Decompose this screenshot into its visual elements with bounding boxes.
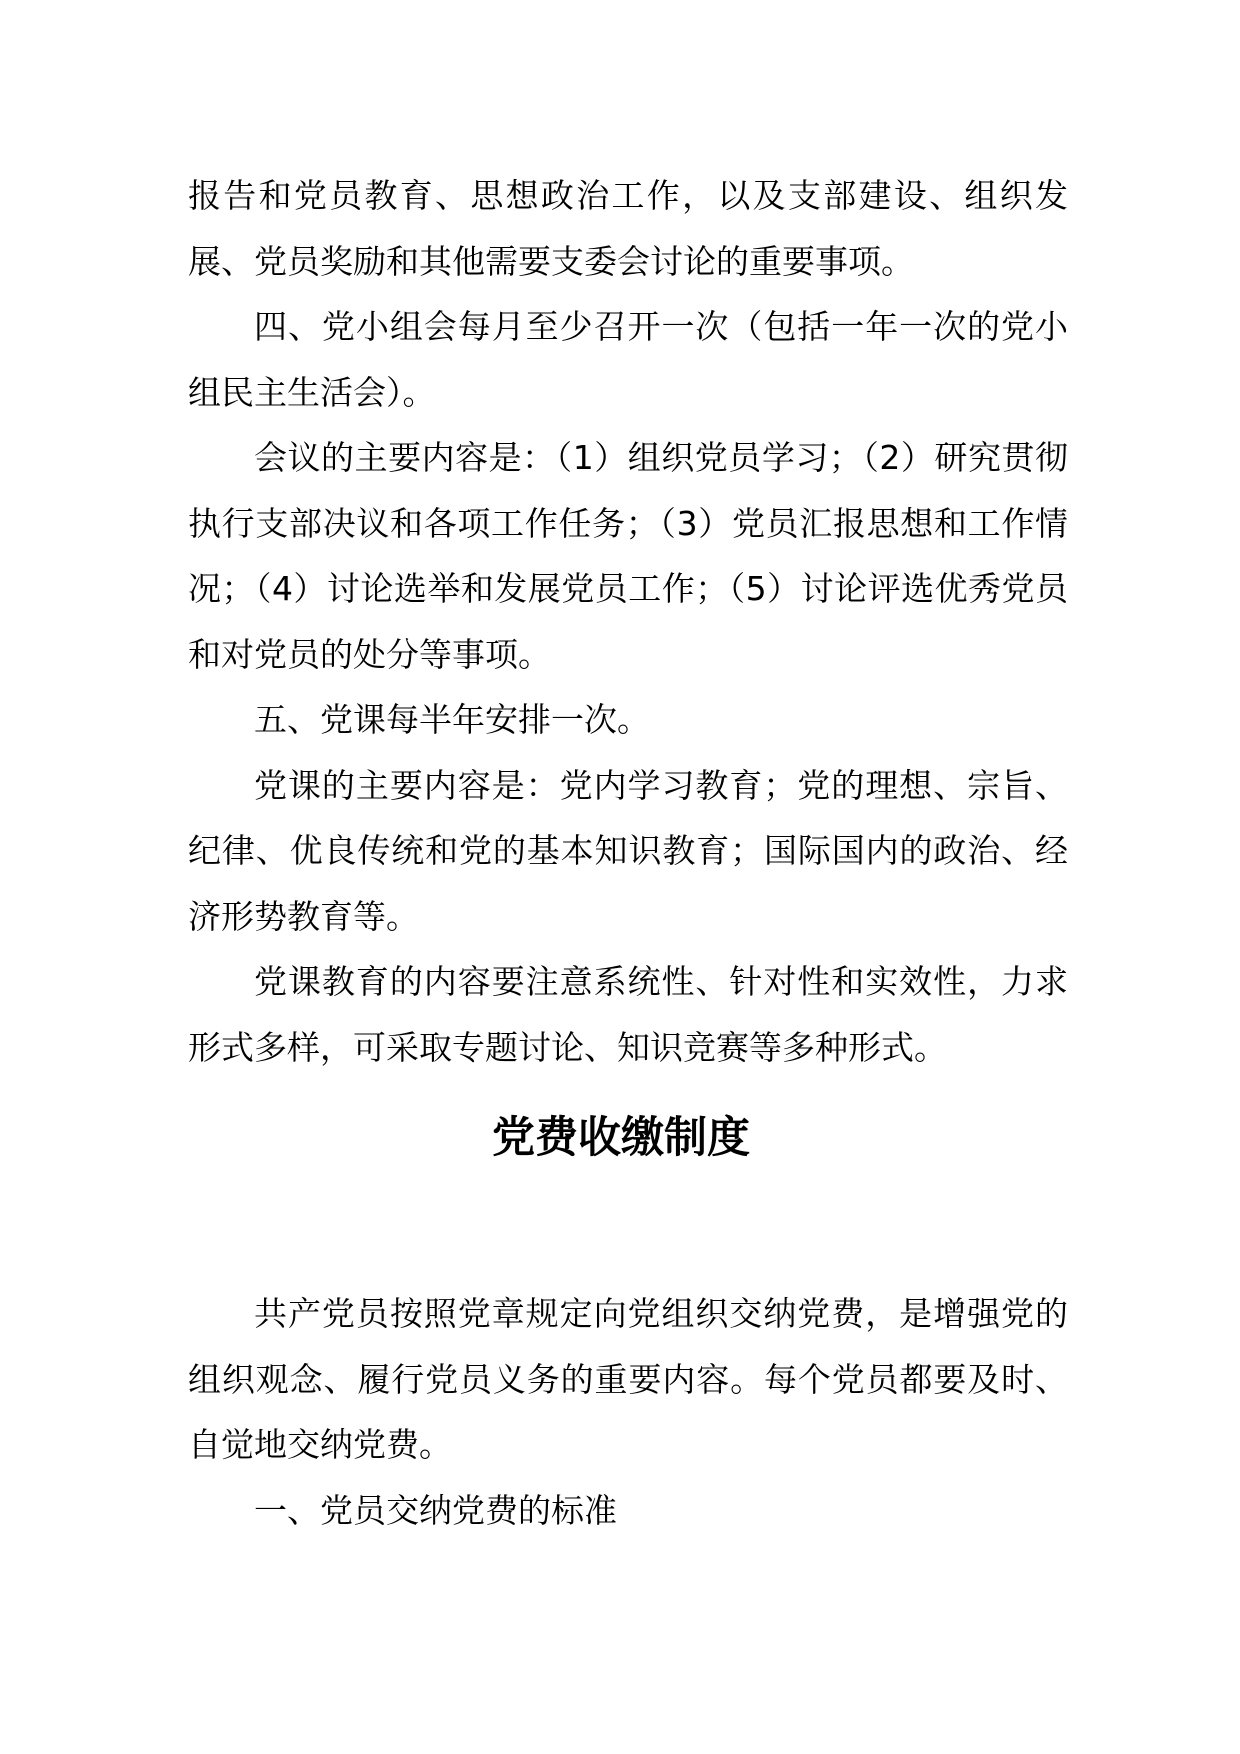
text-block-top — [188, 163, 1068, 1080]
paragraph-party-group-meeting: 四、党小组会每月至少召开一次（包括一年一次的党小组民主生活会）。 — [188, 307, 1068, 412]
text-block-bottom — [188, 1281, 1068, 1543]
paragraph-party-lecture: 五、党课每半年安排一次。 — [254, 700, 650, 739]
paragraph-continued: 报告和党员教育、思想政治工作，以及支部建设、组织发展、党员奖励和其他需要支委会讨论的重要事项。 — [188, 176, 1068, 281]
paragraph-lecture-form: 党课教育的内容要注意系统性、针对性和实效性，力求形式多样，可采取专题讨论、知识竞赛等多种形式。 — [188, 962, 1068, 1067]
paragraph-lecture-content: 党课的主要内容是：党内学习教育；党的理想、宗旨、纪律、优良传统和党的基本知识教育；国际国内的政治、经济形势教育等。 — [188, 765, 1068, 936]
paragraph-meeting-content: 会议的主要内容是：（1）组织党员学习；（2）研究贯彻执行支部决议和各项工作任务；（3）党员汇报思想和工作情况；（4）讨论选举和发展党员工作；（5）讨论评选优秀党员和对党员的处分等事项。 — [188, 438, 1068, 674]
section-title: 党费收缴制度 — [492, 1113, 750, 1163]
paragraph-party-dues-intro: 共产党员按照党章规定向党组织交纳党费，是增强党的组织观念、履行党员义务的重要内容。每个党员都要及时、自觉地交纳党费。 — [188, 1294, 1068, 1464]
paragraph-dues-standard-heading: 一、党员交纳党费的标准 — [254, 1490, 617, 1530]
